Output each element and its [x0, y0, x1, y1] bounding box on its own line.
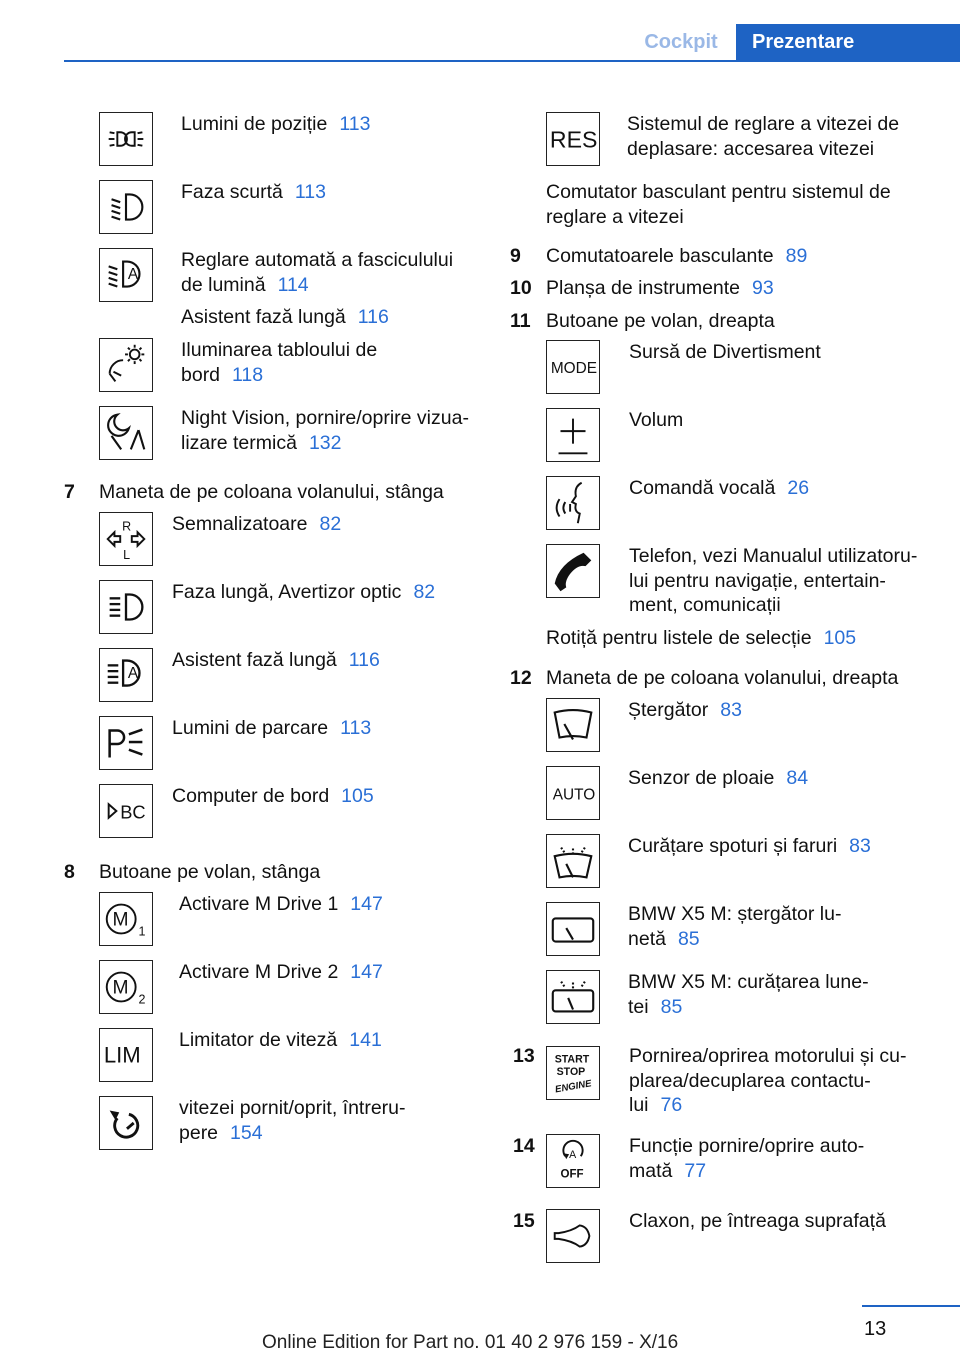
page-ref[interactable]: 116: [348, 649, 380, 671]
position-lights-icon: [99, 112, 153, 166]
svg-text:RES: RES: [549, 126, 598, 153]
section-number: 14: [513, 1135, 535, 1157]
page-number: 13: [864, 1318, 887, 1340]
svg-text:2: 2: [138, 992, 146, 1007]
page-ref[interactable]: 82: [413, 581, 436, 603]
page-ref[interactable]: 83: [720, 699, 742, 721]
svg-text:M: M: [112, 909, 129, 931]
high-beam-assistant-icon: [99, 648, 153, 702]
item-high-beam-assistant-sub: Asistent fază lungă 116: [181, 306, 389, 328]
page-ref[interactable]: 83: [849, 835, 871, 857]
tab-prezentare[interactable]: Prezentare: [736, 24, 960, 60]
page-ref[interactable]: 154: [230, 1121, 263, 1144]
page-ref[interactable]: 84: [786, 767, 809, 789]
svg-text:M: M: [112, 977, 129, 999]
svg-text:LIM: LIM: [103, 1042, 141, 1068]
item-turn-signals: Semnalizatoare 82: [172, 513, 342, 535]
page-header: [0, 0, 960, 64]
item-high-beam-assistant: Asistent fază lungă 116: [172, 649, 380, 671]
item-entertainment-source: Sursă de Divertisment: [629, 341, 821, 363]
section-number: 8: [64, 861, 75, 883]
page-ref[interactable]: 77: [684, 1159, 707, 1182]
page-ref[interactable]: 113: [294, 181, 326, 203]
page-ref[interactable]: 93: [752, 277, 774, 299]
section-number: 7: [64, 481, 75, 503]
item-parking-lights: Lumini de parcare 113: [172, 717, 372, 739]
page-ref[interactable]: 141: [349, 1029, 382, 1051]
page-ref[interactable]: 105: [341, 785, 374, 807]
turn-signal-icon: [99, 512, 153, 566]
item-rear-wiper: BMW X5 M: ștergător lu- netă 85: [628, 903, 842, 950]
page-ref[interactable]: 114: [277, 273, 309, 296]
item-wiper: Ștergător 83: [628, 699, 742, 721]
section-number: 13: [513, 1045, 535, 1067]
item-auto-headlight: Reglare automată a fasciculului de lumină 114: [181, 249, 454, 296]
resume-speed-icon: [546, 112, 600, 166]
section-number: 9: [510, 245, 521, 267]
svg-text:1: 1: [138, 924, 146, 939]
item-position-lights: Lumini de poziție 113: [181, 113, 371, 135]
page-ref[interactable]: 89: [785, 245, 808, 267]
parking-lights-icon: [99, 716, 153, 770]
svg-text:STOP: STOP: [556, 1065, 586, 1078]
tab-cockpit[interactable]: Cockpit: [644, 31, 718, 53]
volume-icon: [546, 408, 600, 462]
dashboard-lighting-icon: [99, 338, 153, 392]
item-washer: Curățare spoturi și faruri 83: [628, 835, 871, 857]
svg-text:A: A: [569, 1149, 577, 1162]
low-beam-icon: [99, 180, 153, 234]
edition-note: Online Edition for Part no. 01 40 2 976 159 - X/16: [262, 1332, 679, 1353]
page-ref[interactable]: 113: [340, 717, 372, 739]
item-instrument-cluster: Planșa de instrumente 93: [546, 277, 774, 299]
svg-text:MODE: MODE: [550, 359, 598, 377]
m-drive-1-icon: [99, 892, 153, 946]
svg-text:START: START: [554, 1053, 590, 1066]
page-ref[interactable]: 116: [357, 306, 389, 328]
start-stop-icon: [546, 1046, 600, 1100]
rain-sensor-icon: [546, 766, 600, 820]
item-selection-wheel: Rotiță pentru listele de selecție 105: [546, 627, 857, 649]
page-ref[interactable]: 147: [350, 961, 383, 983]
item-onboard-computer: Computer de bord 105: [172, 785, 374, 807]
item-phone: Telefon, vezi Manualul utilizatoru- lui pentru navigație, entertain- ment, comunicații: [629, 545, 918, 616]
item-night-vision: Night Vision, pornire/oprire vizua- lizare termică 132: [181, 407, 469, 454]
onboard-computer-icon: [99, 784, 153, 838]
section-title: Butoane pe volan, stânga: [99, 861, 321, 883]
item-low-beam: Faza scurtă 113: [181, 181, 326, 203]
item-auto-start-stop: Funcție pornire/oprire auto- mată 77: [629, 1135, 865, 1182]
phone-icon: [546, 544, 600, 598]
svg-text:AUTO: AUTO: [552, 786, 596, 804]
item-voice-command: Comandă vocală 26: [629, 477, 810, 499]
section-title: Maneta de pe coloana volanului, dreapta: [546, 667, 899, 689]
section-number: 10: [510, 277, 532, 299]
svg-text:BC: BC: [120, 801, 146, 823]
page-ref[interactable]: 132: [308, 431, 342, 454]
svg-text:R: R: [122, 519, 132, 534]
page-ref[interactable]: 113: [339, 113, 371, 135]
section-title: Maneta de pe coloana volanului, stânga: [99, 481, 444, 503]
auto-start-stop-icon: [546, 1134, 600, 1188]
item-cruise-rocker: Comutator basculant pentru sistemul de reglare a vitezei: [546, 181, 891, 228]
item-resume-speed: Sistemul de reglare a vitezei de deplasare: accesarea vitezei: [627, 113, 900, 160]
item-start-stop: Pornirea/oprirea motorului și cu- plarea/decuplarea contactu- lui 76: [629, 1045, 907, 1116]
item-volume: Volum: [629, 409, 684, 431]
item-m-drive-2: Activare M Drive 2 147: [179, 961, 383, 983]
item-dashboard-lighting: Iluminarea tabloului de bord 118: [181, 339, 378, 386]
mode-icon: [546, 340, 600, 394]
svg-text:ENGINE: ENGINE: [554, 1078, 593, 1096]
wiper-icon: [546, 698, 600, 752]
night-vision-icon: [99, 406, 153, 460]
section-number: 11: [510, 310, 531, 332]
header-rule: [64, 60, 960, 62]
washer-icon: [546, 834, 600, 888]
page-ref[interactable]: 147: [350, 893, 383, 915]
svg-text:A: A: [127, 265, 139, 283]
page-ref[interactable]: 82: [319, 513, 342, 535]
page-ref[interactable]: 118: [232, 363, 264, 386]
item-horn: Claxon, pe întreaga suprafață: [629, 1210, 886, 1232]
svg-text:L: L: [123, 548, 131, 563]
item-rocker-switches: Comutatoarele basculante 89: [546, 245, 808, 267]
item-high-beam: Faza lungă, Avertizor optic 82: [172, 581, 436, 603]
m-drive-2-icon: [99, 960, 153, 1014]
section-number: 12: [510, 667, 532, 689]
rear-wiper-icon: [546, 902, 600, 956]
rear-washer-icon: [546, 970, 600, 1024]
footer-rule: [862, 1305, 960, 1307]
voice-command-icon: [546, 476, 600, 530]
section-number: 15: [513, 1210, 535, 1232]
speed-limiter-icon: [99, 1028, 153, 1082]
high-beam-icon: [99, 580, 153, 634]
item-rain-sensor: Senzor de ploaie 84: [628, 767, 809, 789]
item-cruise-control: vitezei pornit/oprit, întreru- pere 154: [179, 1097, 406, 1144]
auto-headlight-icon: [99, 248, 153, 302]
page-ref[interactable]: 85: [677, 927, 700, 950]
section-title: Butoane pe volan, dreapta: [546, 310, 775, 332]
item-speed-limiter: Limitator de viteză 141: [179, 1029, 382, 1051]
cruise-control-icon: [99, 1096, 153, 1150]
horn-icon: [546, 1209, 600, 1263]
item-rear-washer: BMW X5 M: curățarea lune- tei 85: [628, 971, 869, 1018]
item-m-drive-1: Activare M Drive 1 147: [179, 893, 383, 915]
svg-text:OFF: OFF: [560, 1168, 584, 1181]
page-ref[interactable]: 26: [787, 477, 810, 499]
page-ref[interactable]: 76: [660, 1094, 683, 1116]
page-ref[interactable]: 85: [660, 995, 683, 1018]
page-ref[interactable]: 105: [823, 627, 857, 649]
svg-text:A: A: [127, 664, 139, 682]
